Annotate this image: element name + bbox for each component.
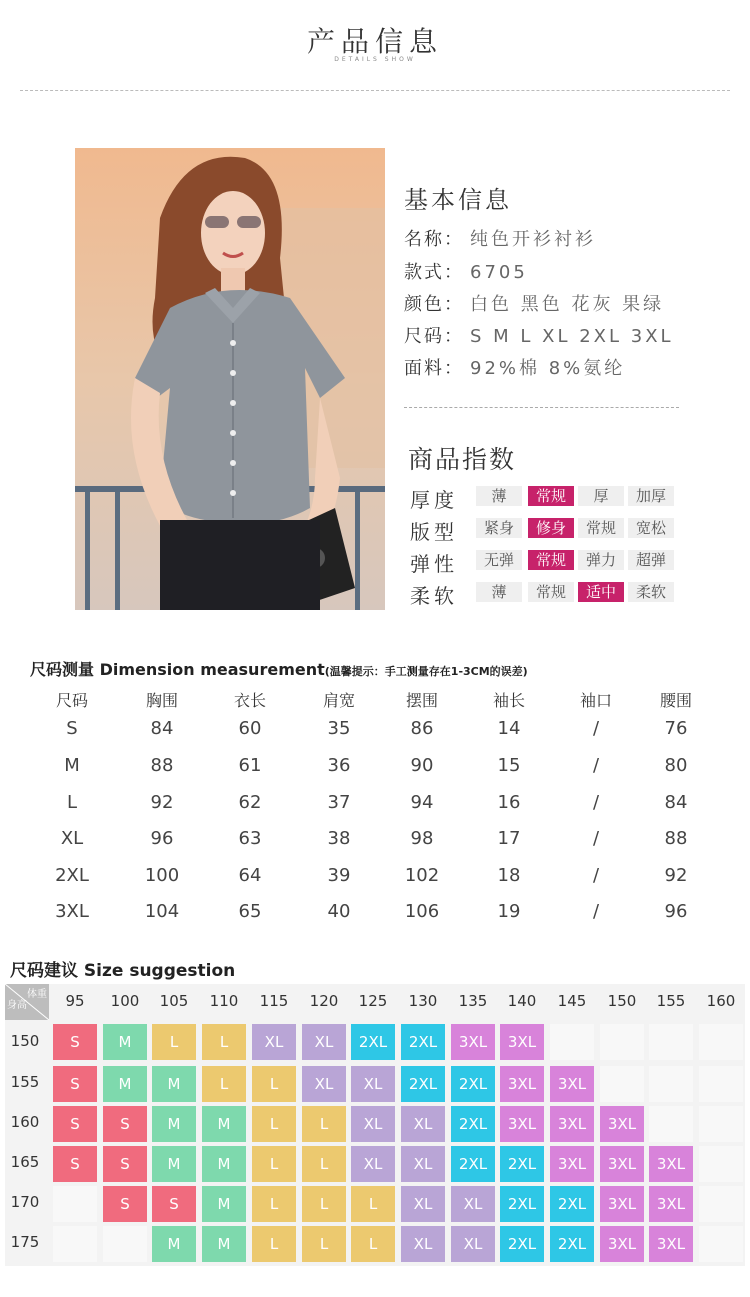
info-label: 面料： (404, 358, 464, 379)
size-cell: 3XL (500, 1066, 544, 1102)
dimension-header: 腰围 (659, 691, 692, 710)
size-cell: XL (451, 1186, 495, 1222)
corner-height-label: 身高 (7, 1000, 27, 1011)
size-cell: M (103, 1024, 147, 1060)
size-cell: 2XL (500, 1146, 544, 1182)
size-cell: 3XL (500, 1106, 544, 1142)
dimension-cell: 61 (238, 755, 262, 776)
size-cell: M (202, 1186, 246, 1222)
size-cell: 3XL (500, 1024, 544, 1060)
dimension-header: 袖口 (579, 691, 612, 710)
index-option: 超弹 (628, 550, 674, 570)
dimension-cell: 76 (664, 718, 688, 739)
info-row-color (404, 290, 664, 316)
dimension-cell: 19 (497, 901, 521, 922)
size-cell: 2XL (451, 1106, 495, 1142)
info-label: 尺码： (404, 326, 464, 347)
dimension-cell: / (592, 755, 600, 776)
size-cell: 3XL (600, 1226, 644, 1262)
size-cell: 3XL (600, 1146, 644, 1182)
size-cell: M (152, 1106, 196, 1142)
page-title: 产品信息 (306, 25, 443, 58)
info-value: 白色 黑色 花灰 果绿 (470, 294, 665, 315)
dimension-cell: 62 (238, 792, 262, 813)
dimension-cell: 64 (238, 865, 262, 886)
size-cell: 3XL (649, 1226, 693, 1262)
size-cell: M (152, 1066, 196, 1102)
dimension-cell: 84 (664, 792, 688, 813)
size-cell: 2XL (401, 1066, 445, 1102)
index-option: 常规 (528, 582, 574, 602)
weight-header: 95 (65, 992, 85, 1010)
size-cell: 2XL (500, 1186, 544, 1222)
size-cell: XL (252, 1024, 296, 1060)
dimension-cell: 88 (150, 755, 174, 776)
size-cell: 3XL (600, 1106, 644, 1142)
grid-corner (5, 984, 49, 1020)
size-cell: S (103, 1146, 147, 1182)
dimension-cell: 38 (327, 828, 351, 849)
size-cell: XL (302, 1024, 346, 1060)
size-cell: 2XL (451, 1146, 495, 1182)
page-subtitle: DETAILS SHOW (334, 56, 416, 63)
info-row-size (404, 322, 674, 348)
basic-info-title: 基本信息 (404, 186, 512, 214)
dimension-header: 摆围 (405, 691, 438, 710)
dimension-cell: / (592, 828, 600, 849)
weight-header: 125 (358, 992, 388, 1010)
empty-size-cell (649, 1106, 693, 1142)
size-cell: S (53, 1066, 97, 1102)
size-cell: XL (351, 1106, 395, 1142)
size-cell: 2XL (351, 1024, 395, 1060)
dimension-cell: 98 (410, 828, 434, 849)
height-header: 155 (10, 1073, 40, 1091)
index-option: 厚 (578, 486, 624, 506)
dimension-cell: 17 (497, 828, 521, 849)
empty-size-cell (699, 1146, 743, 1182)
info-label: 颜色： (404, 294, 464, 315)
height-header: 170 (10, 1193, 40, 1211)
weight-header: 100 (110, 992, 140, 1010)
dimension-cell: 90 (410, 755, 434, 776)
size-cell: L (302, 1226, 346, 1262)
dimension-cell: 35 (327, 718, 351, 739)
dimension-cell: 84 (150, 718, 174, 739)
info-value: 92%棉 8%氨纶 (470, 358, 626, 379)
empty-size-cell (699, 1186, 743, 1222)
size-cell: S (152, 1186, 196, 1222)
dimension-size-cell: S (66, 718, 78, 739)
size-cell: L (252, 1226, 296, 1262)
size-cell: XL (401, 1186, 445, 1222)
size-cell: S (103, 1106, 147, 1142)
size-cell: XL (401, 1146, 445, 1182)
empty-size-cell (649, 1024, 693, 1060)
size-cell: M (202, 1226, 246, 1262)
size-cell: 2XL (451, 1066, 495, 1102)
dimension-cell: / (592, 901, 600, 922)
size-cell: L (351, 1186, 395, 1222)
empty-size-cell (53, 1186, 97, 1222)
weight-header: 105 (159, 992, 189, 1010)
size-cell: 2XL (550, 1226, 594, 1262)
dimension-title-text: 尺码测量 Dimension measurement (30, 660, 325, 679)
size-cell: 3XL (600, 1186, 644, 1222)
empty-size-cell (103, 1226, 147, 1262)
empty-size-cell (649, 1066, 693, 1102)
index-option: 薄 (476, 486, 522, 506)
info-divider (404, 407, 679, 408)
dimension-header: 衣长 (233, 691, 266, 710)
info-row-style (404, 258, 528, 284)
dimension-cell: 40 (327, 901, 351, 922)
empty-size-cell (699, 1066, 743, 1102)
size-cell: 3XL (550, 1146, 594, 1182)
dimension-cell: 92 (150, 792, 174, 813)
index-option: 宽松 (628, 518, 674, 538)
size-cell: L (302, 1186, 346, 1222)
dimension-title (30, 657, 528, 680)
size-cell: XL (302, 1066, 346, 1102)
info-label: 名称： (404, 229, 464, 250)
index-option: 柔软 (628, 582, 674, 602)
empty-size-cell (550, 1024, 594, 1060)
index-option-selected: 修身 (528, 518, 574, 538)
size-cell: 3XL (550, 1066, 594, 1102)
info-row-name (404, 225, 596, 251)
size-cell: L (302, 1146, 346, 1182)
dimension-cell: 37 (327, 792, 351, 813)
dimension-cell: 60 (238, 718, 262, 739)
dimension-cell: 96 (150, 828, 174, 849)
dimension-cell: 36 (327, 755, 351, 776)
size-cell: 2XL (500, 1226, 544, 1262)
size-cell: 3XL (649, 1186, 693, 1222)
size-cell: 2XL (550, 1186, 594, 1222)
size-cell: L (202, 1066, 246, 1102)
size-cell: M (152, 1226, 196, 1262)
empty-size-cell (699, 1226, 743, 1262)
dimension-cell: 16 (497, 792, 521, 813)
size-cell: L (252, 1106, 296, 1142)
dimension-cell: 65 (238, 901, 262, 922)
size-cell: S (53, 1106, 97, 1142)
dimension-cell: 18 (497, 865, 521, 886)
size-cell: 3XL (649, 1146, 693, 1182)
size-cell: L (351, 1226, 395, 1262)
size-cell: 3XL (550, 1106, 594, 1142)
dimension-cell: 15 (497, 755, 521, 776)
dimension-size-cell: 3XL (55, 901, 89, 922)
index-option-selected: 常规 (528, 486, 574, 506)
size-cell: 3XL (451, 1024, 495, 1060)
size-cell: S (53, 1024, 97, 1060)
size-cell: L (252, 1066, 296, 1102)
dimension-cell: / (592, 718, 600, 739)
size-cell: L (302, 1106, 346, 1142)
size-cell: M (202, 1146, 246, 1182)
weight-header: 120 (309, 992, 339, 1010)
size-cell: L (202, 1024, 246, 1060)
info-value: 6705 (470, 262, 528, 283)
size-cell: M (152, 1146, 196, 1182)
dimension-header: 肩宽 (322, 691, 355, 710)
header-divider (20, 90, 730, 91)
dimension-cell: 94 (410, 792, 434, 813)
dimension-cell: 106 (404, 901, 440, 922)
dimension-cell: 104 (144, 901, 180, 922)
dimension-size-cell: 2XL (55, 865, 89, 886)
dimension-cell: / (592, 792, 600, 813)
product-photo (75, 148, 385, 610)
dimension-cell: 14 (497, 718, 521, 739)
size-cell: L (252, 1146, 296, 1182)
dimension-cell: 88 (664, 828, 688, 849)
index-option: 紧身 (476, 518, 522, 538)
weight-header: 145 (557, 992, 587, 1010)
dimension-size-cell: L (66, 792, 78, 813)
product-index-title: 商品指数 (408, 445, 517, 474)
dimension-cell: 100 (144, 865, 180, 886)
index-option: 无弹 (476, 550, 522, 570)
size-cell: XL (451, 1226, 495, 1262)
info-value: S M L XL 2XL 3XL (470, 326, 674, 347)
empty-size-cell (699, 1024, 743, 1060)
index-row-label: 柔软 (410, 584, 458, 608)
size-cell: L (252, 1186, 296, 1222)
height-header: 160 (10, 1113, 40, 1131)
empty-size-cell (53, 1226, 97, 1262)
empty-size-cell (600, 1024, 644, 1060)
size-cell: M (202, 1106, 246, 1142)
dimension-header: 尺码 (55, 691, 88, 710)
size-cell: XL (351, 1146, 395, 1182)
info-value: 纯色开衫衬衫 (470, 229, 596, 250)
weight-header: 110 (209, 992, 239, 1010)
size-cell: S (53, 1146, 97, 1182)
dimension-cell: 86 (410, 718, 434, 739)
dimension-size-cell: XL (60, 828, 84, 849)
weight-header: 150 (607, 992, 637, 1010)
dimension-cell: 92 (664, 865, 688, 886)
index-row-label: 弹性 (410, 552, 458, 576)
height-header: 165 (10, 1153, 40, 1171)
size-cell: M (103, 1066, 147, 1102)
empty-size-cell (600, 1066, 644, 1102)
size-cell: XL (351, 1066, 395, 1102)
height-header: 150 (10, 1032, 40, 1050)
dimension-cell: 80 (664, 755, 688, 776)
corner-weight-label: 体重 (27, 989, 47, 1000)
weight-header: 155 (656, 992, 686, 1010)
height-header: 175 (10, 1233, 40, 1251)
dimension-cell: / (592, 865, 600, 886)
dimension-cell: 102 (404, 865, 440, 886)
dimension-header: 袖长 (492, 691, 525, 710)
index-row-label: 版型 (410, 520, 458, 544)
dimension-cell: 63 (238, 828, 262, 849)
index-option-selected: 适中 (578, 582, 624, 602)
weight-header: 135 (458, 992, 488, 1010)
weight-header: 140 (507, 992, 537, 1010)
info-label: 款式： (404, 262, 464, 283)
empty-size-cell (699, 1106, 743, 1142)
weight-header: 160 (706, 992, 736, 1010)
info-row-fabric (404, 354, 625, 380)
index-option: 弹力 (578, 550, 624, 570)
dimension-cell: 96 (664, 901, 688, 922)
size-cell: 2XL (401, 1024, 445, 1060)
index-option: 常规 (578, 518, 624, 538)
weight-header: 130 (408, 992, 438, 1010)
size-cell: S (103, 1186, 147, 1222)
weight-header: 115 (259, 992, 289, 1010)
index-option: 薄 (476, 582, 522, 602)
index-option: 加厚 (628, 486, 674, 506)
dimension-cell: 39 (327, 865, 351, 886)
size-cell: XL (401, 1106, 445, 1142)
index-option-selected: 常规 (528, 550, 574, 570)
size-suggestion-title: 尺码建议 Size suggestion (10, 961, 236, 981)
index-row-label: 厚度 (410, 488, 458, 512)
dimension-size-cell: M (64, 755, 80, 776)
size-cell: XL (401, 1226, 445, 1262)
dimension-header: 胸围 (145, 691, 178, 710)
dimension-note: (温馨提示：手工测量存在1-3CM的误差) (324, 665, 528, 678)
size-cell: L (152, 1024, 196, 1060)
